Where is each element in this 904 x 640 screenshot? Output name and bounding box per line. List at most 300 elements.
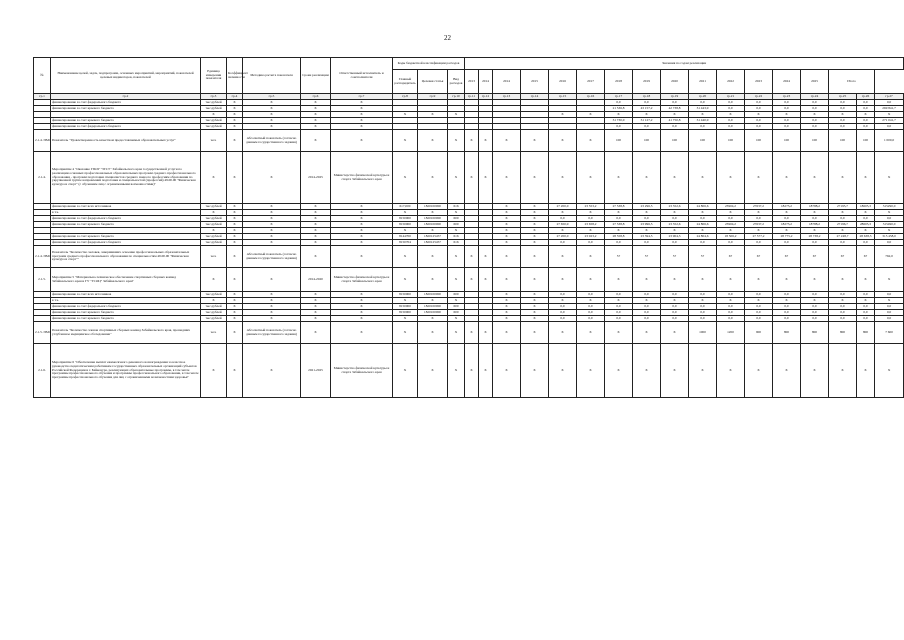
- numbering-cell: гр.17: [605, 94, 633, 100]
- value-cell: 0,0: [801, 304, 829, 310]
- value-cell: 18788,2: [801, 222, 829, 228]
- value-cell: 28605,3: [857, 222, 875, 228]
- indicator-value-cell: Х: [301, 246, 331, 268]
- measure-value-cell: Х: [875, 152, 904, 204]
- value-cell: 18273,2: [773, 222, 801, 228]
- value-cell: 0,0: [577, 216, 605, 222]
- row-term-cell: Х: [301, 124, 331, 130]
- row-name-cell: финансирование за счет краевого бюджета: [51, 310, 201, 316]
- row-method-cell: Х: [243, 228, 301, 234]
- value-cell: 0,0: [773, 304, 801, 310]
- indicator-value-cell: Х: [465, 130, 479, 152]
- value-cell: Х: [521, 316, 549, 322]
- row-resp-cell: Х: [331, 210, 393, 216]
- numbering-cell: гр.20: [689, 94, 717, 100]
- measure-value-cell: Х: [493, 268, 521, 292]
- measure-value-cell: Х: [689, 152, 717, 204]
- measure-value-cell: Х: [418, 152, 448, 204]
- row-term-cell: Х: [301, 216, 331, 222]
- row-term-cell: Х: [301, 106, 331, 112]
- indicator-value-cell: Х: [465, 322, 479, 344]
- measure-value-cell: Х: [448, 152, 465, 204]
- row-coef-cell: Х: [227, 304, 243, 310]
- value-cell: Х: [717, 210, 745, 216]
- col-name-header: Наименование целей, задач, подпрограмм, основных мероприятий, мероприятий, показателей целевых индикаторов, показателей: [51, 58, 201, 94]
- row-name-cell: финансирование за счет федерального бюджета: [51, 216, 201, 222]
- value-cell: 0,0: [875, 240, 904, 246]
- total-header: Итого: [829, 70, 875, 94]
- measure-value-cell: Х: [577, 152, 605, 204]
- numbering-cell: гр.8: [393, 94, 418, 100]
- row-coef-cell: Х: [227, 204, 243, 210]
- measure-number-cell: 2.1.6.: [34, 344, 51, 398]
- value-cell: 0,0: [661, 310, 689, 316]
- value-cell: 27637,2: [745, 222, 773, 228]
- value-cell: Х: [801, 112, 829, 118]
- indicator-number-cell: 2.1.4. ПМ1: [34, 130, 51, 152]
- value-cell: Х: [521, 310, 549, 316]
- kbk-cell: Х: [418, 316, 448, 322]
- indicator-value-cell: Х: [301, 322, 331, 344]
- indicator-value-cell: Х: [331, 246, 393, 268]
- value-cell: 0,0: [829, 106, 857, 112]
- value-cell: 31 730,0: [605, 118, 633, 124]
- kbk-cell: Х: [448, 210, 465, 216]
- value-cell: 0,0: [745, 316, 773, 322]
- row-resp-cell: Х: [331, 222, 393, 228]
- value-cell: 0,0: [549, 216, 577, 222]
- measure-value-cell: Х: [801, 268, 829, 292]
- value-cell: 18 506,2: [717, 234, 745, 240]
- numbering-cell: гр.3: [201, 94, 227, 100]
- kbk-cell: 616: [448, 234, 465, 240]
- row-method-cell: Х: [243, 100, 301, 106]
- value-cell: 271 041,7: [875, 118, 904, 124]
- value-cell: 0,0: [577, 240, 605, 246]
- value-cell: 0,0: [717, 304, 745, 310]
- indicator-value-cell: Х: [301, 130, 331, 152]
- indicator-value-cell: 100: [829, 130, 857, 152]
- kbk-cell: Х: [448, 112, 465, 118]
- indicator-unit-cell: чел.: [201, 130, 227, 152]
- value-cell: Х: [689, 210, 717, 216]
- measure-value-cell: Х: [857, 268, 875, 292]
- measure-method-cell: Х: [243, 152, 301, 204]
- measure-value-cell: Х: [661, 152, 689, 204]
- value-cell: 27 200,0: [549, 234, 577, 240]
- value-cell: Х: [577, 298, 605, 304]
- row-unit-cell: тыс.рублей: [201, 204, 227, 210]
- value-cell: 0,0: [801, 216, 829, 222]
- measure-value-cell: Х: [549, 268, 577, 292]
- row-method-cell: Х: [243, 124, 301, 130]
- numbering-cell: гр.2: [51, 94, 201, 100]
- value-cell: Х: [857, 228, 875, 234]
- kbk-cell: 8150000: [393, 292, 418, 298]
- value-cell: 0,0: [829, 310, 857, 316]
- measure-value-cell: Х: [577, 344, 605, 398]
- value-cell: 23 658,2: [577, 222, 605, 228]
- value-cell: 0,0: [605, 304, 633, 310]
- value-cell: 0,0: [605, 124, 633, 130]
- indicator-value-cell: Х: [633, 322, 661, 344]
- value-cell: 0,0: [829, 304, 857, 310]
- value-cell: 0,0: [857, 310, 875, 316]
- value-cell: 0,0: [829, 240, 857, 246]
- value-cell: 0,0: [773, 106, 801, 112]
- value-cell: Х: [521, 234, 549, 240]
- indicator-value-cell: 100: [605, 130, 633, 152]
- year-header: 2016: [549, 70, 577, 94]
- value-cell: Х: [493, 216, 521, 222]
- value-cell: 18605,3: [857, 204, 875, 210]
- value-cell: Х: [493, 316, 521, 322]
- indicator-value-cell: Х: [479, 130, 493, 152]
- row-resp-cell: Х: [331, 106, 393, 112]
- value-cell: 0,0: [857, 118, 875, 124]
- row-method-cell: Х: [243, 304, 301, 310]
- row-name-cell: финансирование за счет краевого бюджета: [51, 118, 201, 124]
- value-cell: 0,0: [745, 240, 773, 246]
- indicator-value-cell: 67: [857, 246, 875, 268]
- indicator-value-cell: Х: [493, 246, 521, 268]
- kbk-cell: 600: [448, 304, 465, 310]
- row-unit-cell: тыс.рублей: [201, 100, 227, 106]
- indicator-number-cell: 2.1.5. ПМ1: [34, 322, 51, 344]
- kbk-cell: 1820100000: [418, 304, 448, 310]
- row-name-cell: финансирование за счет федерального бюджета: [51, 304, 201, 310]
- row-coef-cell: Х: [227, 240, 243, 246]
- row-term-cell: Х: [301, 228, 331, 234]
- value-cell: 0,0: [745, 310, 773, 316]
- value-cell: 0,0: [633, 100, 661, 106]
- value-cell: Х: [661, 210, 689, 216]
- measure-coef-cell: Х: [227, 268, 243, 292]
- row-unit-cell: тыс.рублей: [201, 124, 227, 130]
- row-unit-cell: Х: [201, 298, 227, 304]
- row-coef-cell: Х: [227, 106, 243, 112]
- row-coef-cell: Х: [227, 210, 243, 216]
- measure-value-cell: Х: [633, 344, 661, 398]
- measure-value-cell: Х: [549, 344, 577, 398]
- numbering-cell: гр.25: [829, 94, 857, 100]
- value-cell: Х: [717, 228, 745, 234]
- kbk-cell: 617,000: [393, 204, 418, 210]
- measure-value-cell: Х: [829, 344, 857, 398]
- kbk-col-header: Главный распорядитель: [393, 70, 418, 94]
- value-cell: 0,0: [633, 316, 661, 322]
- kbk-cell: Х: [448, 228, 465, 234]
- value-cell: 0,0: [633, 310, 661, 316]
- value-cell: 0,0: [577, 316, 605, 322]
- year-header: 2017: [577, 70, 605, 94]
- measure-row: [34, 344, 904, 398]
- value-cell: Х: [605, 210, 633, 216]
- kbk-cell: 8150000: [393, 310, 418, 316]
- measure-value-cell: Х: [521, 152, 549, 204]
- value-cell: 0,0: [745, 292, 773, 298]
- indicator-value-cell: Х: [448, 130, 465, 152]
- indicator-value-cell: 100: [689, 130, 717, 152]
- row-unit-cell: Х: [201, 228, 227, 234]
- indicator-value-cell: 1 000,0: [875, 130, 904, 152]
- value-cell: Х: [493, 304, 521, 310]
- measure-value-cell: Х: [605, 152, 633, 204]
- indicator-value-cell: Х: [331, 130, 393, 152]
- value-cell: Х: [549, 298, 577, 304]
- measure-value-cell: Х: [418, 268, 448, 292]
- value-cell: 0,0: [577, 310, 605, 316]
- row-name-cell: финансирование за счет краевого бюджета: [51, 106, 201, 112]
- indicator-2: [34, 246, 904, 268]
- measure-coef-cell: Х: [227, 152, 243, 204]
- value-cell: 0,0: [549, 304, 577, 310]
- value-cell: 0,0: [661, 240, 689, 246]
- kbk-cell: 1820100000: [418, 292, 448, 298]
- indicator-value-cell: Х: [418, 246, 448, 268]
- measure-number-cell: 2.1.5.: [34, 268, 51, 292]
- value-cell: 0,0: [875, 310, 904, 316]
- indicator-value-cell: 100: [801, 130, 829, 152]
- indicator-value-cell: 900: [745, 322, 773, 344]
- measure-value-cell: Х: [875, 268, 904, 292]
- indicator-value-cell: Х: [331, 322, 393, 344]
- section-a-rows: [34, 100, 904, 130]
- value-cell: Х: [577, 112, 605, 118]
- value-cell: 27196,7: [829, 222, 857, 228]
- indicator-value-cell: 57: [689, 246, 717, 268]
- value-cell: 0,0: [773, 292, 801, 298]
- numbering-cell: гр.23: [773, 94, 801, 100]
- year-header: 2015: [521, 70, 549, 94]
- value-cell: 0,0: [549, 316, 577, 322]
- value-cell: 23904,2: [717, 222, 745, 228]
- row-term-cell: Х: [301, 222, 331, 228]
- indicator-name-cell: Показатель "Количество человек, завершивших освоение профессиональных образовательных программ среднего профессионального образования по специальностям 49.00.00 "Физическая культура и спорт"": [51, 246, 201, 268]
- value-cell: Х: [717, 298, 745, 304]
- row-method-cell: Х: [243, 210, 301, 216]
- row-coef-cell: Х: [227, 298, 243, 304]
- value-cell: 31 443,9: [689, 106, 717, 112]
- value-cell: Х: [857, 112, 875, 118]
- row-resp-cell: Х: [331, 234, 393, 240]
- indicator-value-cell: Х: [465, 246, 479, 268]
- numbering-cell: гр.21: [717, 94, 745, 100]
- indicator-name-cell: Показатель "Количество членов спортивных сборных команд Забайкальского края, прошедших углубленное медицинское обследование": [51, 322, 201, 344]
- year-header: 2024: [773, 70, 801, 94]
- value-cell: Х: [521, 210, 549, 216]
- indicator-value-cell: 57: [661, 246, 689, 268]
- kbk-cell: Х: [418, 298, 448, 304]
- indicator-coef-cell: Х: [227, 246, 243, 268]
- indicator-method-cell: Абсолютный показатель (согласно данным государственного задания): [243, 246, 301, 268]
- measure-value-cell: Х: [717, 344, 745, 398]
- value-cell: 0,0: [717, 316, 745, 322]
- value-cell: 0,0: [773, 118, 801, 124]
- row-term-cell: Х: [301, 240, 331, 246]
- indicator-value-cell: Х: [521, 130, 549, 152]
- row-resp-cell: Х: [331, 292, 393, 298]
- value-cell: 0,0: [633, 304, 661, 310]
- value-cell: 27 650,9: [549, 222, 577, 228]
- year-header: 2021: [689, 70, 717, 94]
- row-resp-cell: Х: [331, 118, 393, 124]
- indicator-value-cell: 7 600: [875, 322, 904, 344]
- row-name-cell: финансирование за счет краевого бюджета: [51, 316, 201, 322]
- col-term-header: Сроки реализации: [301, 58, 331, 94]
- value-cell: 0,0: [829, 100, 857, 106]
- value-cell: 0,0: [801, 106, 829, 112]
- year-header: 2025: [801, 70, 829, 94]
- value-cell: 0,0: [717, 292, 745, 298]
- measure-value-cell: Х: [418, 344, 448, 398]
- value-cell: 0,0: [633, 292, 661, 298]
- value-cell: 0,0: [801, 316, 829, 322]
- value-cell: 0,0: [875, 304, 904, 310]
- row-method-cell: Х: [243, 310, 301, 316]
- indicator-value-cell: Х: [521, 322, 549, 344]
- kbk-group-header: Коды бюджетной классификации расходов: [393, 58, 465, 70]
- indicator-value-cell: Х: [393, 322, 418, 344]
- row-resp-cell: Х: [331, 216, 393, 222]
- value-cell: 0,0: [577, 292, 605, 298]
- indicator-value-cell: Х: [605, 322, 633, 344]
- value-cell: Х: [773, 210, 801, 216]
- row-coef-cell: Х: [227, 316, 243, 322]
- value-cell: 0,0: [717, 216, 745, 222]
- value-cell: 27 538,8: [605, 204, 633, 210]
- value-cell: 27195,7: [829, 204, 857, 210]
- numbering-cell: гр.15: [549, 94, 577, 100]
- kbk-cell: 1820125457: [418, 234, 448, 240]
- value-cell: Х: [605, 228, 633, 234]
- value-cell: Х: [801, 298, 829, 304]
- kbk-col-header: Целевая статья: [418, 70, 448, 94]
- row-name-cell: финансирование за счет краевого бюджета: [51, 234, 201, 240]
- measure-value-cell: Х: [393, 344, 418, 398]
- value-cell: Х: [493, 210, 521, 216]
- year-header: 2023: [745, 70, 773, 94]
- value-cell: 0,0: [549, 310, 577, 316]
- row-coef-cell: Х: [227, 216, 243, 222]
- value-cell: Х: [801, 228, 829, 234]
- indicator-method-cell: Абсолютный показатель (согласно данным государственного задания): [243, 130, 301, 152]
- value-cell: Х: [773, 228, 801, 234]
- value-cell: 0,0: [829, 316, 857, 322]
- program-table-sheet: [33, 57, 896, 398]
- kbk-cell: 616: [448, 204, 465, 210]
- value-cell: Х: [689, 112, 717, 118]
- year-header: 2018: [605, 70, 633, 94]
- kbk-cell: 600: [448, 310, 465, 316]
- measure-value-cell: Х: [661, 268, 689, 292]
- value-cell: Х: [549, 112, 577, 118]
- value-cell: Х: [875, 298, 904, 304]
- value-cell: 315490,0: [875, 222, 904, 228]
- value-cell: Х: [521, 240, 549, 246]
- value-cell: 0,0: [689, 316, 717, 322]
- measure-value-cell: Х: [857, 344, 875, 398]
- value-cell: Х: [829, 210, 857, 216]
- measure-value-cell: Х: [717, 268, 745, 292]
- row-coef-cell: Х: [227, 228, 243, 234]
- indicator-3: [34, 322, 904, 344]
- value-cell: 27 538,8: [605, 222, 633, 228]
- measure-unit-cell: Х: [201, 344, 227, 398]
- measure-value-cell: Х: [479, 152, 493, 204]
- measure-value-cell: Х: [393, 268, 418, 292]
- measure-value-cell: Х: [829, 268, 857, 292]
- value-cell: Х: [549, 228, 577, 234]
- row-name-cell: финансирование за счет всех источников: [51, 292, 201, 298]
- indicator-value-cell: Х: [549, 246, 577, 268]
- indicator-row: [34, 246, 904, 268]
- row-coef-cell: Х: [227, 118, 243, 124]
- value-cell: 28 775,2: [773, 234, 801, 240]
- value-cell: Х: [577, 228, 605, 234]
- value-cell: 23904,2: [717, 204, 745, 210]
- value-cell: 23 352,6: [661, 204, 689, 210]
- row-unit-cell: Х: [201, 210, 227, 216]
- indicator-method-cell: Абсолютный показатель (согласно данным государственного задания): [243, 322, 301, 344]
- numbering-cell: гр.7: [331, 94, 393, 100]
- numbering-cell: гр.12: [479, 94, 493, 100]
- measure-term-cell: 2021-2025: [301, 344, 331, 398]
- measure-value-cell: Х: [773, 152, 801, 204]
- value-cell: Х: [493, 310, 521, 316]
- col-resp-header: Ответственный исполнитель и соисполнители: [331, 58, 393, 94]
- value-cell: 31 440,9: [689, 118, 717, 124]
- row-resp-cell: Х: [331, 228, 393, 234]
- numbering-cell: гр.24: [801, 94, 829, 100]
- value-cell: 0,0: [773, 240, 801, 246]
- numbering-cell: гр.11: [465, 94, 479, 100]
- kbk-cell: 8144700: [393, 234, 418, 240]
- measure-value-cell: Х: [605, 344, 633, 398]
- value-cell: Х: [689, 228, 717, 234]
- value-cell: Х: [829, 298, 857, 304]
- measure-value-cell: Х: [875, 344, 904, 398]
- measure-value-cell: Х: [493, 152, 521, 204]
- numbering-cell: гр.4: [227, 94, 243, 100]
- row-term-cell: Х: [301, 118, 331, 124]
- indicator-value-cell: Х: [418, 130, 448, 152]
- indicator-name-cell: Показатель "Удовлетворенность качеством предоставляемых образовательных услуг": [51, 130, 201, 152]
- measure-method-cell: Х: [243, 268, 301, 292]
- value-cell: 0,0: [605, 240, 633, 246]
- numbering-cell: гр.26: [857, 94, 875, 100]
- row-coef-cell: Х: [227, 222, 243, 228]
- row-name-cell: в т.ч.: [51, 210, 201, 216]
- indicator-value-cell: Х: [549, 322, 577, 344]
- value-cell: 31 127,2: [633, 118, 661, 124]
- value-cell: Х: [633, 112, 661, 118]
- value-cell: 24 806,6: [689, 204, 717, 210]
- row-coef-cell: Х: [227, 112, 243, 118]
- value-cell: 0,0: [857, 240, 875, 246]
- value-cell: 0,0: [661, 292, 689, 298]
- row-term-cell: Х: [301, 298, 331, 304]
- value-cell: 0,0: [829, 216, 857, 222]
- value-cell: 0,0: [829, 124, 857, 130]
- measure-value-cell: Х: [448, 268, 465, 292]
- row-unit-cell: тыс.рублей: [201, 316, 227, 322]
- row-resp-cell: Х: [331, 124, 393, 130]
- value-cell: 24 804,6: [689, 234, 717, 240]
- measure-value-cell: Х: [493, 344, 521, 398]
- kbk-cell: Х: [418, 228, 448, 234]
- indicator-value-cell: 100: [773, 130, 801, 152]
